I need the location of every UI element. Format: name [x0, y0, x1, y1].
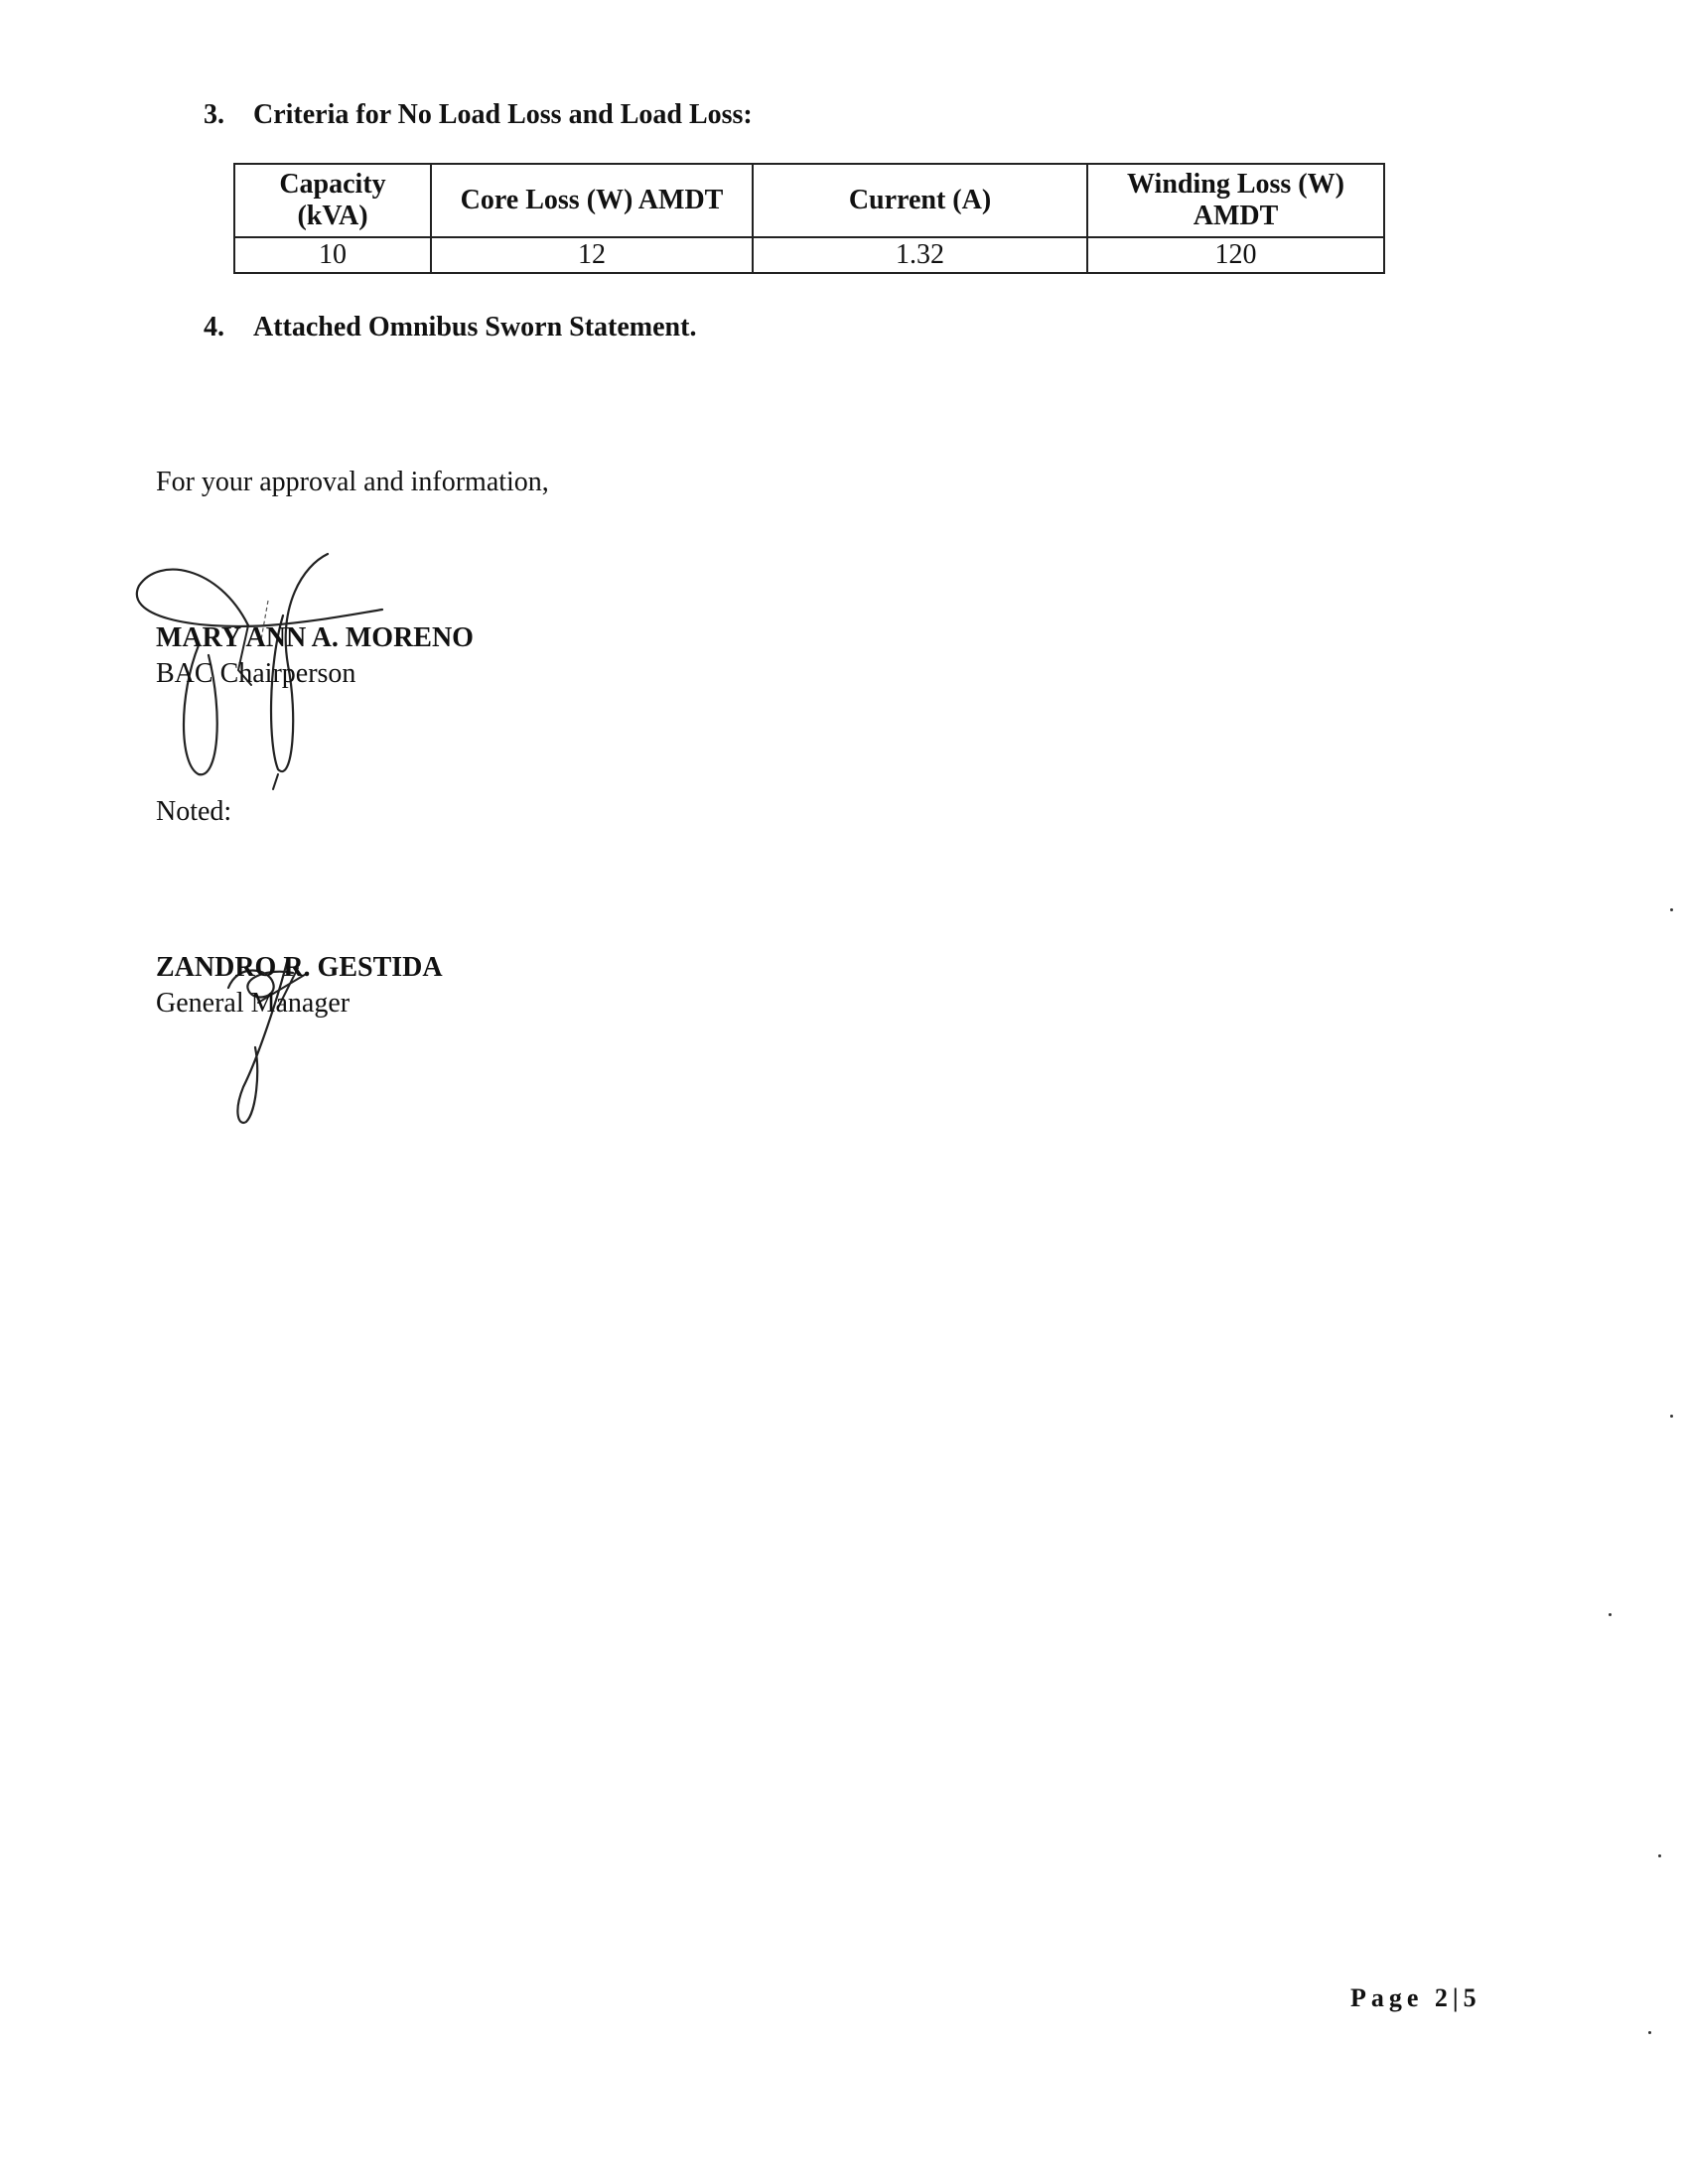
scan-speck: [1670, 1415, 1673, 1418]
cell-current: 1.32: [753, 237, 1087, 273]
section-3-number: 3.: [204, 99, 224, 130]
table-header-row: [234, 164, 1384, 237]
section-3-title: Criteria for No Load Loss and Load Loss:: [253, 99, 753, 130]
scan-speck: [1609, 1613, 1612, 1616]
page-number: Page 2|5: [1350, 1983, 1481, 2012]
table-row: [234, 237, 1384, 273]
scan-speck: [1670, 908, 1673, 911]
header-winding-loss: Winding Loss (W) AMDT: [1087, 164, 1384, 237]
signatory-1-name: MARY ANN A. MORENO: [156, 622, 474, 653]
closing-text: For your approval and information,: [156, 467, 549, 497]
scan-speck: [1658, 1854, 1661, 1857]
section-4-heading: [204, 312, 696, 343]
noted-label: Noted:: [156, 796, 232, 827]
section-4-title: Attached Omnibus Sworn Statement.: [253, 312, 697, 342]
signatory-1-title: BAC Chairperson: [156, 658, 356, 689]
cell-core-loss: 12: [431, 237, 753, 273]
header-core-loss: Core Loss (W) AMDT: [431, 164, 753, 237]
signatory-2-name: ZANDRO R. GESTIDA: [156, 952, 443, 983]
section-4-number: 4.: [204, 312, 224, 342]
cell-winding-loss: 120: [1087, 237, 1384, 273]
cell-capacity: 10: [234, 237, 431, 273]
section-3-heading: [204, 99, 753, 131]
header-capacity: Capacity (kVA): [234, 164, 431, 237]
signatory-2-title: General Manager: [156, 988, 351, 1019]
criteria-table: [233, 163, 1385, 274]
header-current: Current (A): [753, 164, 1087, 237]
scan-speck: [1648, 2031, 1651, 2034]
